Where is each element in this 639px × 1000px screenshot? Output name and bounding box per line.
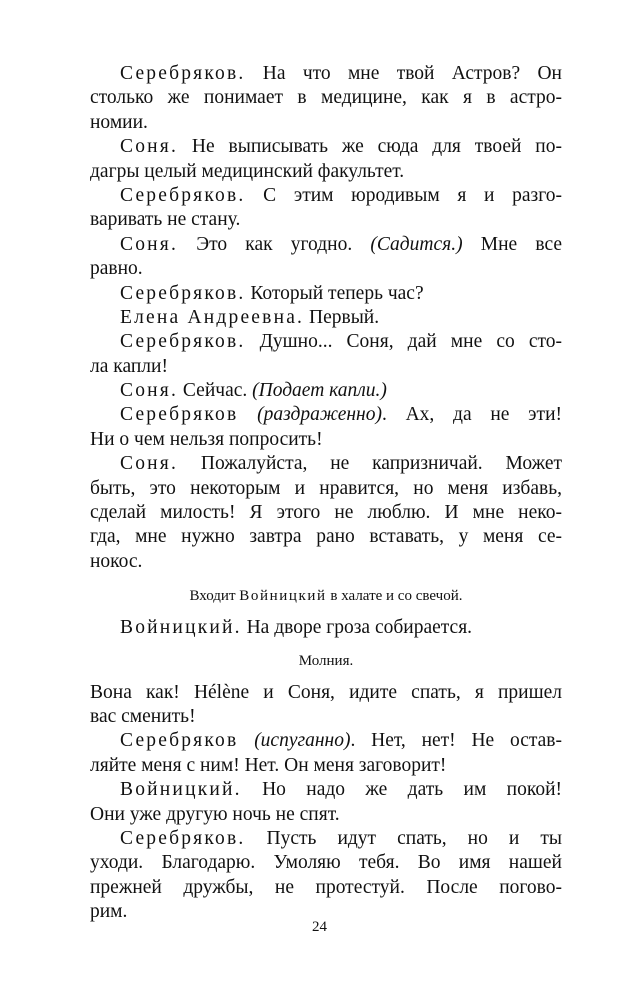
speech-text: Мне все [462, 233, 562, 255]
text-line [90, 257, 562, 281]
speech-text: Душно... Соня, дай мне со сто- [245, 331, 562, 353]
space [238, 730, 254, 751]
speaker-name: Серебряков. [120, 282, 246, 304]
speech-text: Который теперь час? [245, 282, 424, 304]
page-text-block [90, 62, 562, 925]
speech-text: рим. [90, 901, 128, 923]
speech-text: ла капли! [90, 355, 168, 377]
speech-text: Не выписывать же сюда для твоей по- [178, 136, 562, 158]
speech-text: быть, это некоторым и нравится, но меня избавь, [90, 477, 562, 499]
text-line [90, 233, 562, 257]
speaker-name: Соня. [120, 453, 179, 475]
speech-text: . Ах, да не эти! [381, 404, 563, 426]
text-line [90, 111, 562, 135]
speech-text: Первый. [304, 306, 380, 328]
speech-text: нокос. [90, 550, 143, 572]
text-line [90, 754, 562, 778]
speech-text: сделай милость! Я этого не люблю. И мне неко- [90, 502, 562, 524]
stage-text: Входит [189, 588, 240, 605]
text-line [90, 705, 562, 729]
speaker-name: Серебряков [120, 730, 239, 752]
speech-text: номии. [90, 111, 148, 133]
speaker-name: Соня. [120, 233, 179, 255]
stage-direction: (Садится.) [370, 233, 463, 255]
text-line [90, 778, 562, 802]
text-line [90, 477, 562, 501]
speaker-name: Серебряков. [120, 184, 246, 206]
speaker-name: Войницкий. [120, 617, 242, 639]
text-line [90, 851, 562, 875]
text-line [90, 184, 562, 208]
text-line [90, 803, 562, 827]
speech-text: дагры целый медицинский факультет. [90, 160, 405, 182]
speech-text: Сейчас. [178, 380, 253, 402]
speech-text: столько же понимает в медицине, как я в астро- [90, 87, 562, 109]
speaker-name: Войницкий [239, 588, 327, 605]
speech-text: прежней дружбы, не протестуй. После погово- [90, 876, 562, 898]
speech-text: Пусть идут спать, но и ты [245, 827, 562, 849]
stage-direction-line [90, 586, 562, 606]
speech-text: уходи. Благодарю. Умоляю тебя. Во имя нашей [90, 852, 562, 874]
text-line [90, 616, 562, 640]
speech-text: Вона как! Hélène и Соня, идите спать, я пришел [90, 681, 562, 703]
speech-text: равно. [90, 258, 143, 280]
stage-direction: (раздраженно) [257, 404, 382, 426]
text-line [90, 135, 562, 159]
space [238, 404, 257, 425]
text-line [90, 355, 562, 379]
text-line [90, 501, 562, 525]
speech-text: С этим юродивым я и разго- [245, 184, 562, 206]
speech-text: вас сменить! [90, 705, 196, 727]
speech-text: Пожалуйста, не капризничай. Может [178, 453, 562, 475]
text-line [90, 330, 562, 354]
speaker-name: Серебряков. [120, 331, 246, 353]
text-line [90, 86, 562, 110]
text-line [90, 379, 562, 403]
text-line [90, 282, 562, 306]
speaker-name: Серебряков. [120, 827, 246, 849]
stage-text: Молния. [298, 652, 354, 669]
text-line [90, 827, 562, 851]
stage-direction: (испуганно) [254, 730, 351, 752]
speaker-name: Войницкий. [120, 779, 242, 801]
speech-text: На что мне твой Астров? Он [245, 63, 562, 84]
text-line [90, 550, 562, 574]
text-line [90, 428, 562, 452]
text-line [90, 729, 562, 753]
speech-text: Ни о чем нельзя попросить! [90, 428, 323, 450]
text-line [90, 876, 562, 900]
speaker-name: Серебряков [120, 404, 239, 426]
text-line [90, 62, 562, 86]
speech-text: На дворе гроза собирается. [241, 617, 473, 639]
text-line [90, 208, 562, 232]
page-number: 24 [312, 919, 327, 935]
speech-text: Это как угодно. [178, 233, 371, 255]
speech-text: Они уже другую ночь не спят. [90, 803, 340, 825]
text-line [90, 403, 562, 427]
text-line [90, 525, 562, 549]
text-line [90, 306, 562, 330]
speech-text: гда, мне нужно завтра рано вставать, у меня се- [90, 526, 562, 548]
text-line [90, 681, 562, 705]
text-line [90, 452, 562, 476]
speaker-name: Серебряков. [120, 63, 246, 84]
stage-text: в халате и со свечой. [326, 588, 463, 605]
speaker-name: Соня. [120, 136, 179, 158]
speaker-name: Соня. [120, 380, 179, 402]
speaker-name: Елена Андреевна. [120, 306, 305, 328]
speech-text: ляйте меня с ним! Нет. Он меня заговорит! [90, 754, 447, 776]
speech-text: варивать не стану. [90, 209, 241, 231]
speech-text: Но надо же дать им покой! [241, 779, 562, 801]
stage-direction-line [90, 651, 562, 671]
speech-text: . Нет, нет! Не остав- [350, 730, 562, 752]
stage-direction: (Подает капли.) [252, 380, 387, 402]
text-line [90, 160, 562, 184]
